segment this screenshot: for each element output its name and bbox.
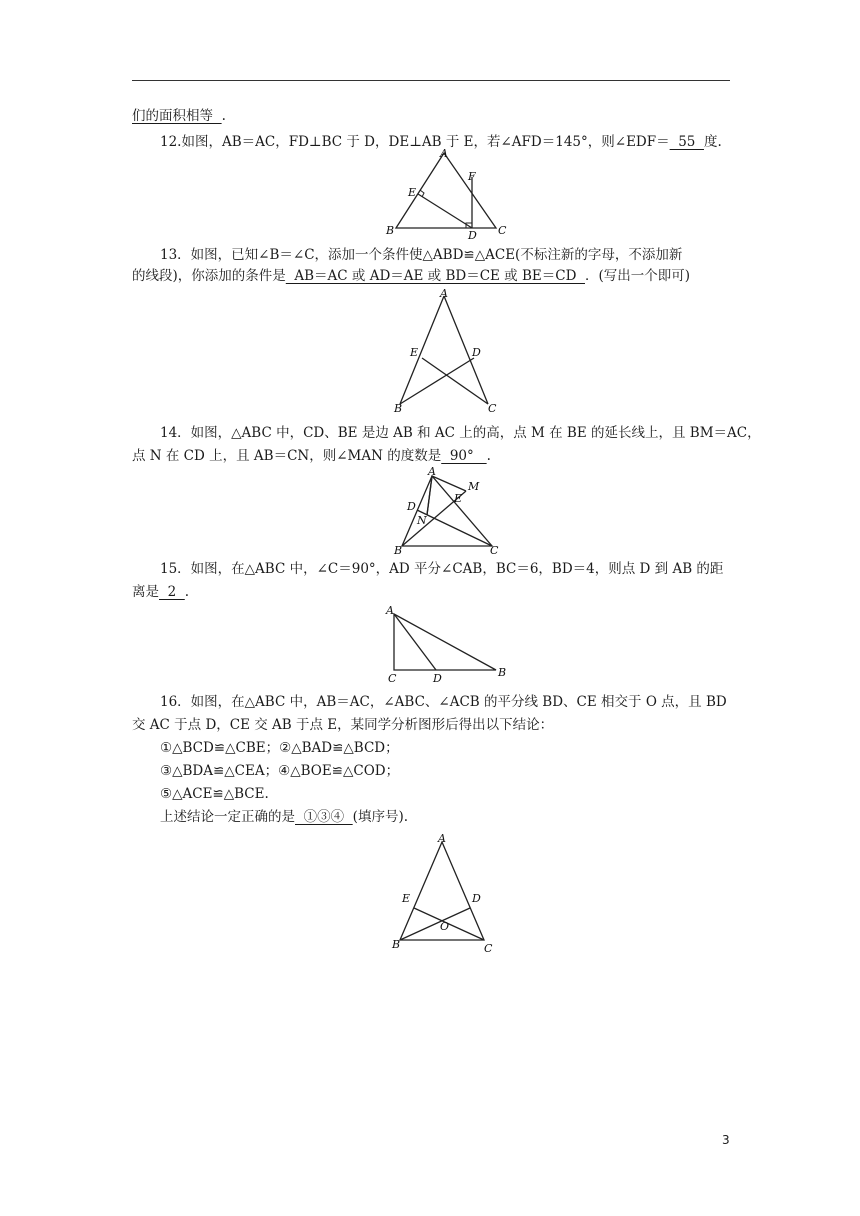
label-A: A (438, 832, 446, 845)
label-D: D (472, 892, 481, 905)
label-O: O (440, 920, 450, 933)
answer-blank: AB＝AC 或 AD＝AE 或 BD＝CE 或 BE＝CD (285, 268, 585, 284)
conclusion-line-2: ③△BDA≌△CEA；④△BOE≌△COD； (160, 763, 400, 779)
answer-blank: ①③④ (295, 809, 353, 825)
label-A: A (440, 148, 448, 160)
label-A: A (386, 604, 394, 617)
label-E: E (408, 186, 417, 199)
question-13-line1: 13．如图，已知∠B＝∠C，添加一个条件使△ABD≌△ACE(不标注新的字母，不添加新 (160, 247, 683, 263)
label-N: N (417, 514, 427, 527)
label-E: E (410, 346, 419, 359)
question-15-line2: 离是 2 . (132, 584, 190, 600)
figure-q16 (386, 830, 498, 956)
continued-answer-line: 们的面积相等 . (132, 108, 226, 124)
answer-blank: 们的面积相等 (132, 108, 213, 124)
label-C: C (388, 672, 397, 685)
question-12: 12.如图，AB＝AC，FD⊥BC 于 D，DE⊥AB 于 E，若∠AFD＝145°，则∠EDF＝ 55 度. (160, 134, 722, 150)
label-B: B (394, 402, 403, 414)
figure-q12 (380, 148, 510, 240)
label-C: C (498, 224, 507, 237)
label-D: D (468, 229, 477, 240)
label-B: B (392, 938, 401, 951)
question-16-line1: 16．如图，在△ABC 中，AB＝AC，∠ABC、∠ACB 的平分线 BD、CE 相交于 O 点，且 BD (160, 694, 727, 710)
label-E: E (454, 492, 463, 505)
label-A: A (428, 465, 436, 478)
label-C: C (488, 402, 497, 414)
question-14-line1: 14．如图，△ABC 中，CD、BE 是边 AB 和 AC 上的高，点 M 在 BE 的延长线上，且 BM＝AC， (160, 425, 761, 441)
label-B: B (498, 666, 507, 679)
question-16-line2: 交 AC 于点 D，CE 交 AB 于点 E，某同学分析图形后得出以下结论： (132, 717, 554, 733)
label-A: A (440, 288, 448, 300)
label-B: B (394, 544, 403, 556)
question-13-line2: 的线段)，你添加的条件是 AB＝AC 或 AD＝AE 或 BD＝CE 或 BE＝CD ．(写出一个即可) (132, 268, 691, 284)
label-C: C (490, 544, 499, 556)
question-16-answer-line: 上述结论一定正确的是 ①③④ (填序号). (160, 809, 408, 825)
conclusion-line-3: ⑤△ACE≌△BCE. (160, 786, 269, 802)
figure-q14 (390, 462, 510, 556)
label-D: D (472, 346, 481, 359)
figure-q15 (380, 600, 520, 686)
answer-blank: 2 (159, 584, 185, 600)
label-E: E (402, 892, 411, 905)
answer-blank: 90° (441, 448, 487, 464)
conclusion-line-1: ①△BCD≌△CBE；②△BAD≌△BCD； (160, 740, 399, 756)
label-F: F (468, 170, 476, 183)
header-rule (132, 80, 730, 81)
answer-blank: 55 (669, 134, 704, 150)
figure-q13 (388, 288, 498, 414)
label-C: C (484, 942, 493, 955)
page-number: 3 (722, 1133, 730, 1147)
question-15-line1: 15．如图，在△ABC 中，∠C＝90°，AD 平分∠CAB，BC＝6，BD＝4，则点 D 到 AB 的距 (160, 561, 724, 577)
label-B: B (386, 224, 395, 237)
label-D: D (433, 672, 442, 685)
question-14-line2: 点 N 在 CD 上，且 AB＝CN，则∠MAN 的度数是 90° . (132, 448, 491, 464)
label-D: D (407, 500, 416, 513)
label-M: M (468, 480, 480, 493)
